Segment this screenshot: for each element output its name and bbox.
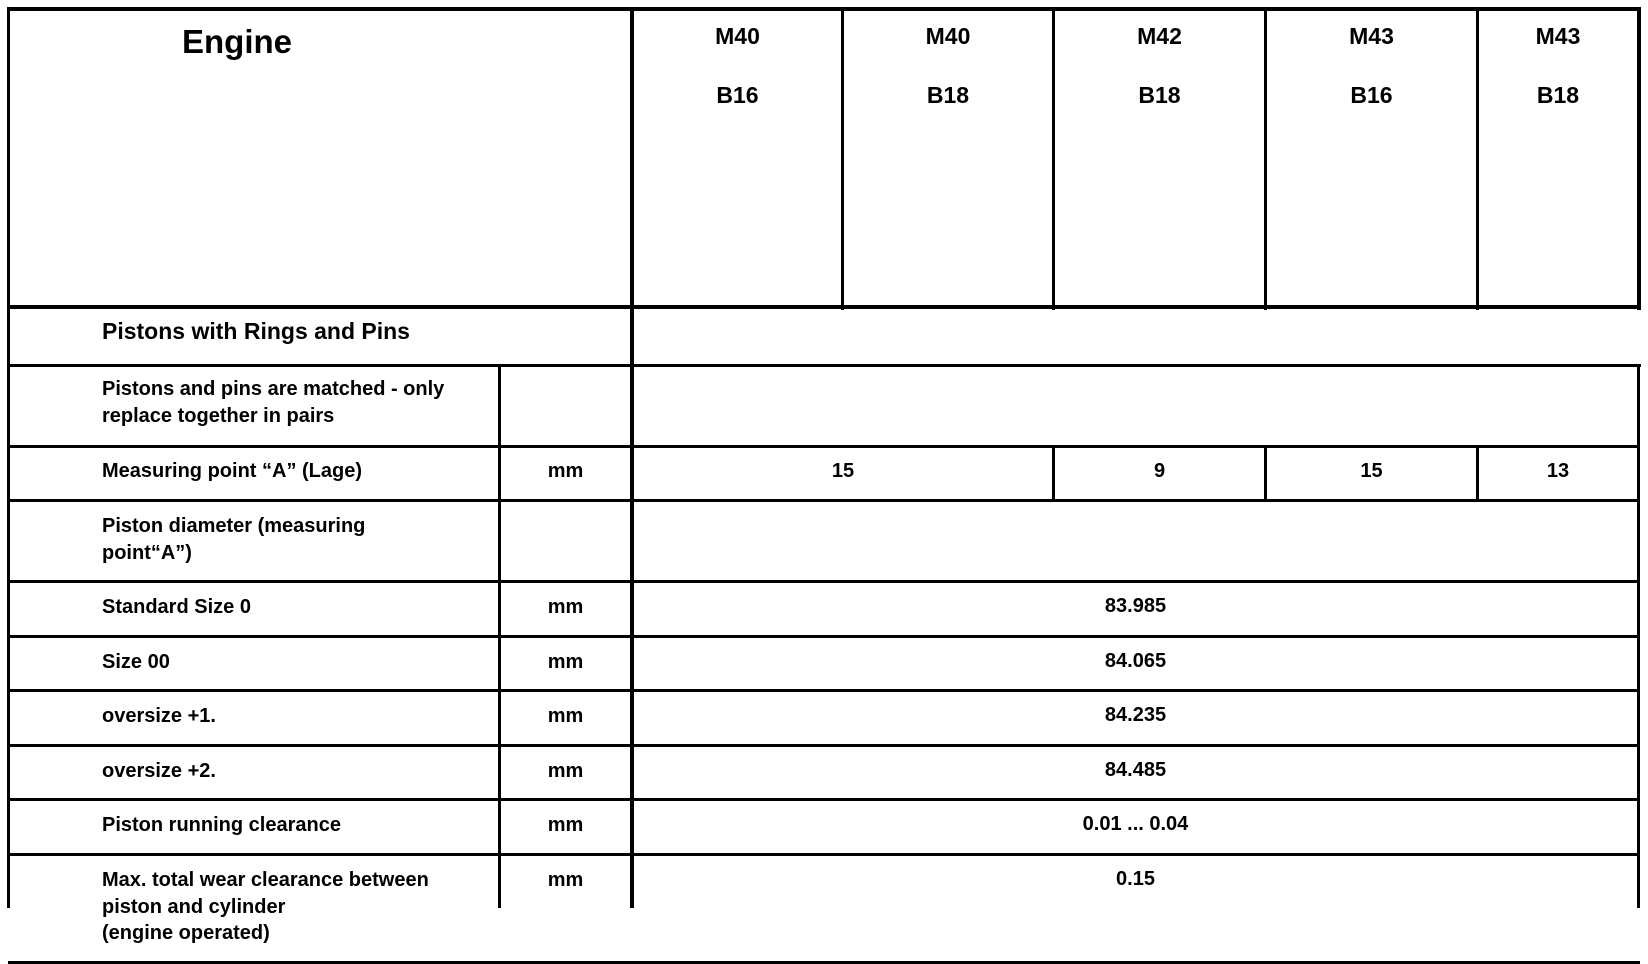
oversize-1-value: 84.235 — [1104, 704, 1167, 726]
oversize-1-unit: mm — [547, 705, 584, 727]
measuring-point-value-m40: 15 — [831, 460, 855, 482]
border-left — [7, 7, 10, 908]
divider-col-5 — [1476, 7, 1479, 310]
divider-col-4 — [1264, 7, 1267, 310]
column-1-model: M40 — [715, 23, 760, 49]
oversize-2-label: oversize +2. — [102, 760, 216, 782]
column-4-model: M43 — [1349, 23, 1394, 49]
engine-title: Engine — [182, 23, 293, 60]
size-00-label: Size 00 — [102, 651, 170, 673]
running-clearance-label: Piston running clearance — [102, 814, 341, 836]
row-line-3 — [8, 580, 1640, 583]
column-4-variant: B16 — [1350, 82, 1393, 108]
column-5-model: M43 — [1535, 23, 1581, 49]
measuring-point-label: Measuring point “A” (Lage) — [102, 460, 362, 482]
standard-size-unit: mm — [547, 596, 584, 618]
column-5-variant: B18 — [1536, 82, 1580, 108]
oversize-2-unit: mm — [547, 760, 584, 782]
piston-diameter-line-2: point“A”) — [102, 542, 192, 564]
border-right-header — [1637, 7, 1641, 310]
size-00-value: 84.065 — [1104, 650, 1167, 672]
column-3-variant: B18 — [1138, 82, 1181, 108]
row-line-1 — [8, 445, 1640, 448]
matched-note-line-1: Pistons and pins are matched - only — [102, 378, 445, 400]
column-2-model: M40 — [925, 23, 971, 49]
column-3-model: M42 — [1137, 23, 1182, 49]
row-line-5 — [8, 689, 1640, 692]
row-line-7 — [8, 798, 1640, 801]
wear-clearance-unit: mm — [547, 869, 584, 891]
row-line-6 — [8, 744, 1640, 747]
header-bottom-line — [8, 305, 1641, 309]
row-line-4 — [8, 635, 1640, 638]
piston-diameter-line-1: Piston diameter (measuring — [102, 515, 366, 537]
oversize-2-value: 84.485 — [1104, 759, 1167, 781]
row-line-2 — [8, 499, 1640, 502]
divider-col-2 — [841, 7, 844, 310]
running-clearance-value: 0.01 ... 0.04 — [1082, 813, 1189, 835]
wear-clearance-value: 0.15 — [1116, 868, 1155, 890]
standard-size-label: Standard Size 0 — [102, 596, 251, 618]
column-2-variant: B18 — [926, 82, 970, 108]
border-top — [8, 7, 1641, 11]
measuring-point-value-m43b16: 15 — [1360, 460, 1383, 482]
wear-clearance-line-3: (engine operated) — [102, 922, 270, 944]
wear-clearance-line-1: Max. total wear clearance between — [102, 869, 429, 891]
measuring-point-value-m42: 9 — [1153, 460, 1166, 482]
wear-clearance-line-2: piston and cylinder — [102, 896, 286, 918]
measuring-point-value-m43b18: 13 — [1546, 460, 1570, 482]
size-00-unit: mm — [547, 651, 584, 673]
column-1-variant: B16 — [716, 82, 759, 108]
divider-col-3 — [1052, 7, 1055, 310]
measuring-point-unit: mm — [547, 460, 584, 482]
standard-size-value: 83.985 — [1104, 595, 1167, 617]
section-title: Pistons with Rings and Pins — [102, 318, 410, 344]
section-bottom-line — [8, 364, 1641, 367]
row-line-8 — [8, 853, 1640, 856]
oversize-1-label: oversize +1. — [102, 705, 216, 727]
running-clearance-unit: mm — [547, 814, 584, 836]
matched-note-line-2: replace together in pairs — [102, 405, 335, 427]
